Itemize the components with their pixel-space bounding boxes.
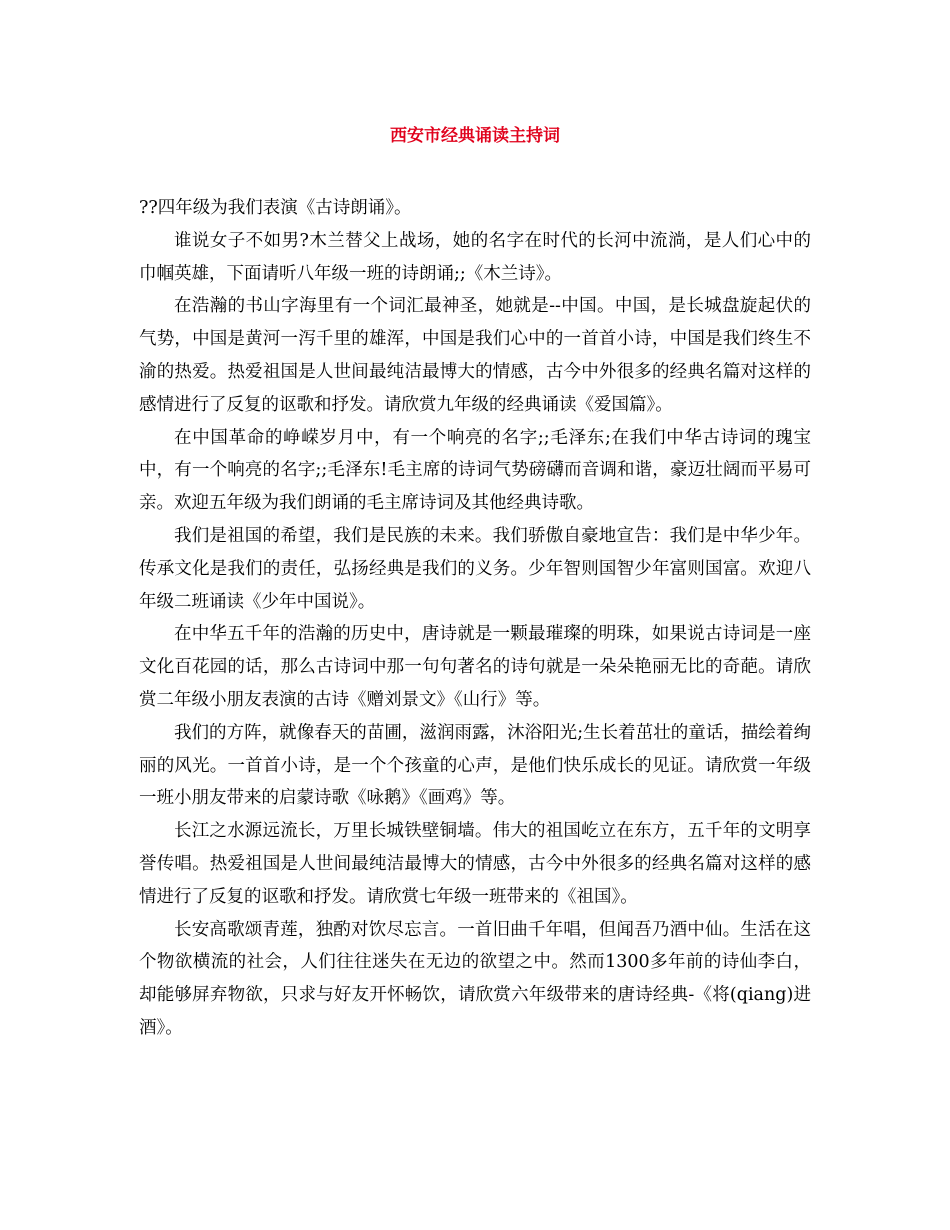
document-body [139,192,811,1045]
paragraph-1: ??四年级为我们表演《古诗朗诵》。 [139,198,412,218]
paragraph-8: 长江之水源远流长，万里长城铁壁铜墙。伟大的祖国屹立在东方，五千年的文明享誉传唱。热爱祖国是人世间最纯洁最博大的情感，古今中外很多的经典名篇对这样的感情进行了反复的讴歌和抒发。请欣赏七年级一班带来的《祖国》。 [139,821,811,907]
paragraph-6: 在中华五千年的浩瀚的历史中，唐诗就是一颗最璀璨的明珠，如果说古诗词是一座文化百花园的话，那么古诗词中那一句句著名的诗句就是一朵朵艳丽无比的奇葩。请欣赏二年级小朋友表演的古诗《赠刘景文》《山行》等。 [139,624,811,710]
paragraph-3: 在浩瀚的书山字海里有一个词汇最神圣，她就是--中国。中国，是长城盘旋起伏的气势，中国是黄河一泻千里的雄浑，中国是我们心中的一首首小诗，中国是我们终生不渝的热爱。热爱祖国是人世间最纯洁最博大的情感，古今中外很多的经典名篇对这样的感情进行了反复的讴歌和抒发。请欣赏九年级的经典诵读《爱国篇》。 [139,296,811,415]
paragraph-2: 谁说女子不如男?木兰替父上战场，她的名字在时代的长河中流淌，是人们心中的巾帼英雄，下面请听八年级一班的诗朗诵;;《木兰诗》。 [139,230,811,284]
paragraph-5: 我们是祖国的希望，我们是民族的未来。我们骄傲自豪地宣告：我们是中华少年。传承文化是我们的责任，弘扬经典是我们的义务。少年智则国智少年富则国富。欢迎八年级二班诵读《少年中国说》。 [139,525,811,612]
paragraph-7: 我们的方阵，就像春天的苗圃，滋润雨露，沐浴阳光;生长着茁壮的童话，描绘着绚丽的风光。一首首小诗，是一个个孩童的心声，是他们快乐成长的见证。请欣赏一年级一班小朋友带来的启蒙诗歌《咏鹅》《画鸡》等。 [139,722,811,809]
document-title: 西安市经典诵读主持词 [390,126,560,146]
paragraph-4: 在中国革命的峥嵘岁月中，有一个响亮的名字;;毛泽东;在我们中华古诗词的瑰宝中，有一个响亮的名字;;毛泽东!毛主席的诗词气势磅礴而音调和谐，豪迈壮阔而平易可亲。欢迎五年级为我们朗诵的毛主席诗词及其他经典诗歌。 [139,427,811,514]
paragraph-9: 长安高歌颂青莲，独酌对饮尽忘言。一首旧曲千年唱，但闻吾乃酒中仙。生活在这个物欲横流的社会，人们往往迷失在无边的欲望之中。然而1300多年前的诗仙李白，却能够屏弃物欲，只求与好友开怀畅饮，请欣赏六年级带来的唐诗经典-《将(qiang)进酒》。 [139,919,811,1038]
